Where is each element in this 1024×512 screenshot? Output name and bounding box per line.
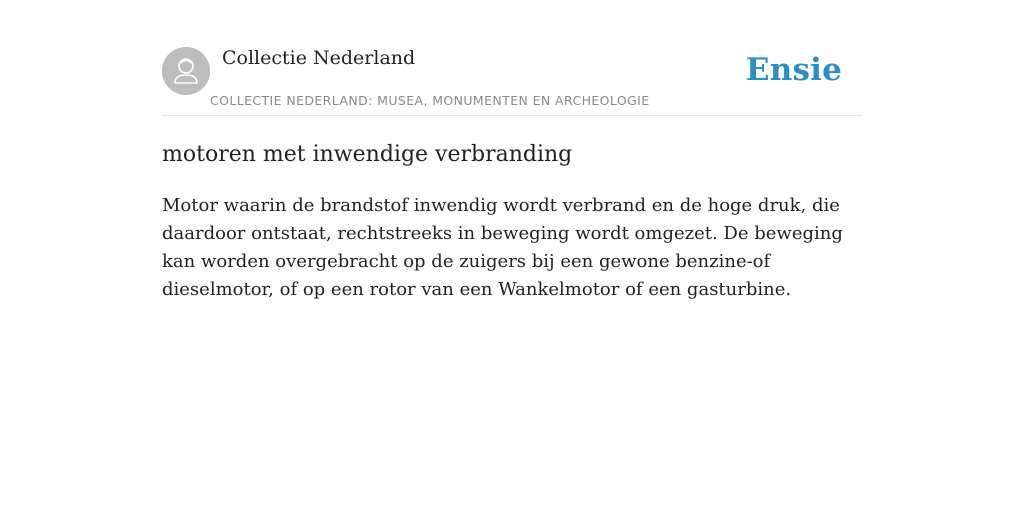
user-avatar-icon[interactable] <box>162 47 210 95</box>
definition-card <box>162 0 862 300</box>
card-header <box>162 0 862 116</box>
definition-text: Motor waarin de brandstof inwendig wordt verbrand en de hoge druk, die daardoor ontstaat, rechtstreeks in beweging wordt omgezet. De beweging kan worden overgebracht op de zuigers bij een gewone benzine-of dieselmotor, of op een rotor van een Wankelmotor of een gasturbine. <box>162 195 843 300</box>
author-subtitle: COLLECTIE NEDERLAND: MUSEA, MONUMENTEN EN ARCHEOLOGIE <box>210 93 650 108</box>
term-title: motoren met inwendige verbranding <box>162 142 573 167</box>
brand-logo[interactable]: Ensie <box>745 52 842 88</box>
author-name[interactable]: Collectie Nederland <box>222 47 416 69</box>
